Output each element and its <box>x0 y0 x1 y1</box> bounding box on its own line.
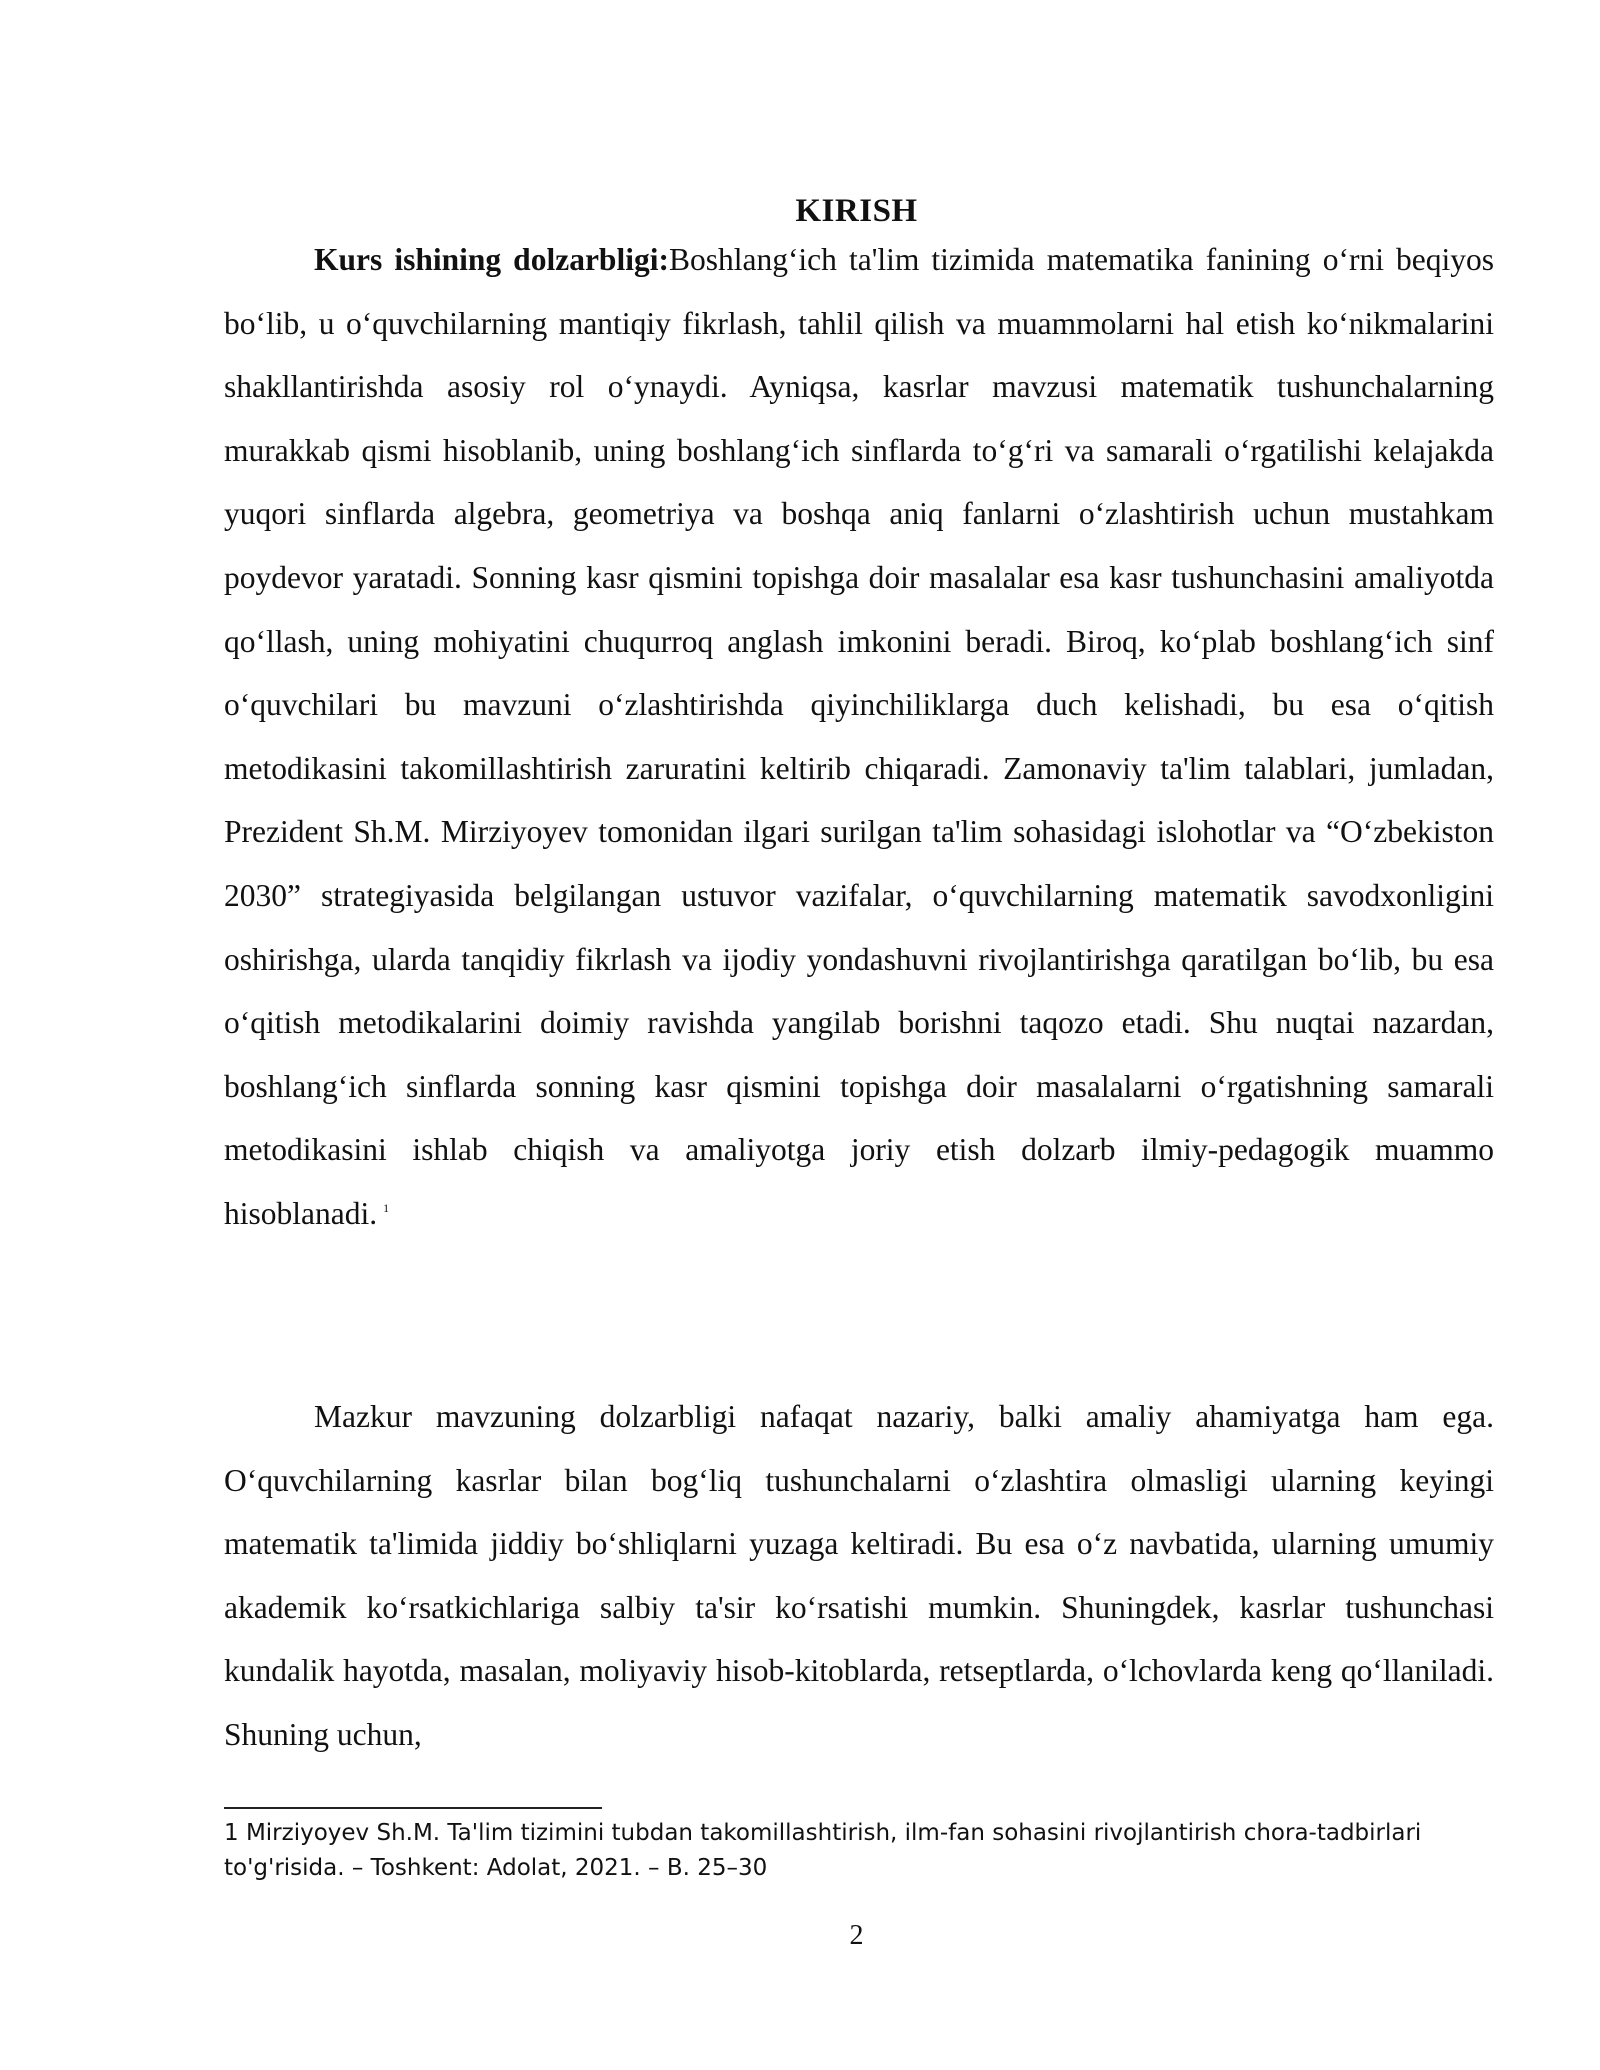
page-number: 2 <box>849 1920 864 1951</box>
section-heading: KIRISH <box>795 193 918 229</box>
footnote-reference[interactable]: 1 <box>383 1201 390 1216</box>
footnote-divider <box>224 1807 602 1809</box>
footnote-text: 1 Mirziyoyev Sh.M. Ta'lim tizimini tubdan takomillashtirish, ilm-fan sohasini rivojlantirish chora-tadbirlari to'g'risida. – Toshkent: Adolat, 2021. – B. 25–30 <box>224 1820 1422 1881</box>
paragraph-relevance <box>224 228 1494 1246</box>
paragraph-significance: Mazkur mavzuning dolzarbligi nafaqat nazariy, balki amaliy ahamiyatga ham ega. O‘quvchilarning kasrlar bilan bog‘liq tushunchalarni o‘zlashtira olmasligi ularning keyingi matematik ta'limida jiddiy bo‘shliqlarni yuzaga keltiradi. Bu esa o‘z navbatida, ularning umumiy akademik ko‘rsatkichlariga salbiy ta'sir ko‘rsatishi mumkin. Shuningdek, kasrlar tushunchasi kundalik hayotda, masalan, moliyaviy hisob-kitoblarda, retseptlarda, o‘lchovlarda keng qo‘llaniladi. Shuning uchun, <box>224 1399 1494 1752</box>
paragraph-lead-label: Kurs ishining dolzarbligi: <box>314 242 669 277</box>
paragraph-body: Boshlang‘ich ta'lim tizimida matematika fanining o‘rni beqiyos bo‘lib, u o‘quvchilarning mantiqiy fikrlash, tahlil qilish va muammolarni hal etish ko‘nikmalarini shakllantirishda asosiy rol o‘ynaydi. Ayniqsa, kasrlar mavzusi matematik tushunchalarning murakkab qismi hisoblanib, uning boshlang‘ich sinflarda to‘g‘ri va samarali o‘rgatilishi kelajakda yuqori sinflarda algebra, geometriya va boshqa aniq fanlarni o‘zlashtirish uchun mustahkam poydevor yaratadi. Sonning kasr qismini topishga doir masalalar esa kasr tushunchasini amaliyotda qo‘llash, uning mohiyatini chuqurroq anglash imkonini beradi. Biroq, ko‘plab boshlang‘ich sinf o‘quvchilari bu mavzuni o‘zlashtirishda qiyinchiliklarga duch kelishadi, bu esa o‘qitish metodikasini takomillashtirish zaruratini keltirib chiqaradi. Zamonaviy ta'lim talablari, jumladan, Prezident Sh.M. Mirziyoyev tomonidan ilgari surilgan ta'lim sohasidagi islohotlar va “O‘zbekiston 2030” strategiyasida belgilangan ustuvor vazifalar, o‘quvchilarning matematik savodxonligini oshirishga, ularda tanqidiy fikrlash va ijodiy yondashuvni rivojlantirishga qaratilgan bo‘lib, bu esa o‘qitish metodikalarini doimiy ravishda yangilab borishni taqozo etadi. Shu nuqtai nazardan, boshlang‘ich sinflarda sonning kasr qismini topishga doir masalalarni o‘rgatishning samarali metodikasini ishlab chiqish va amaliyotga joriy etish dolzarb ilmiy-pedagogik muammo hisoblanadi. <box>224 242 1494 1231</box>
